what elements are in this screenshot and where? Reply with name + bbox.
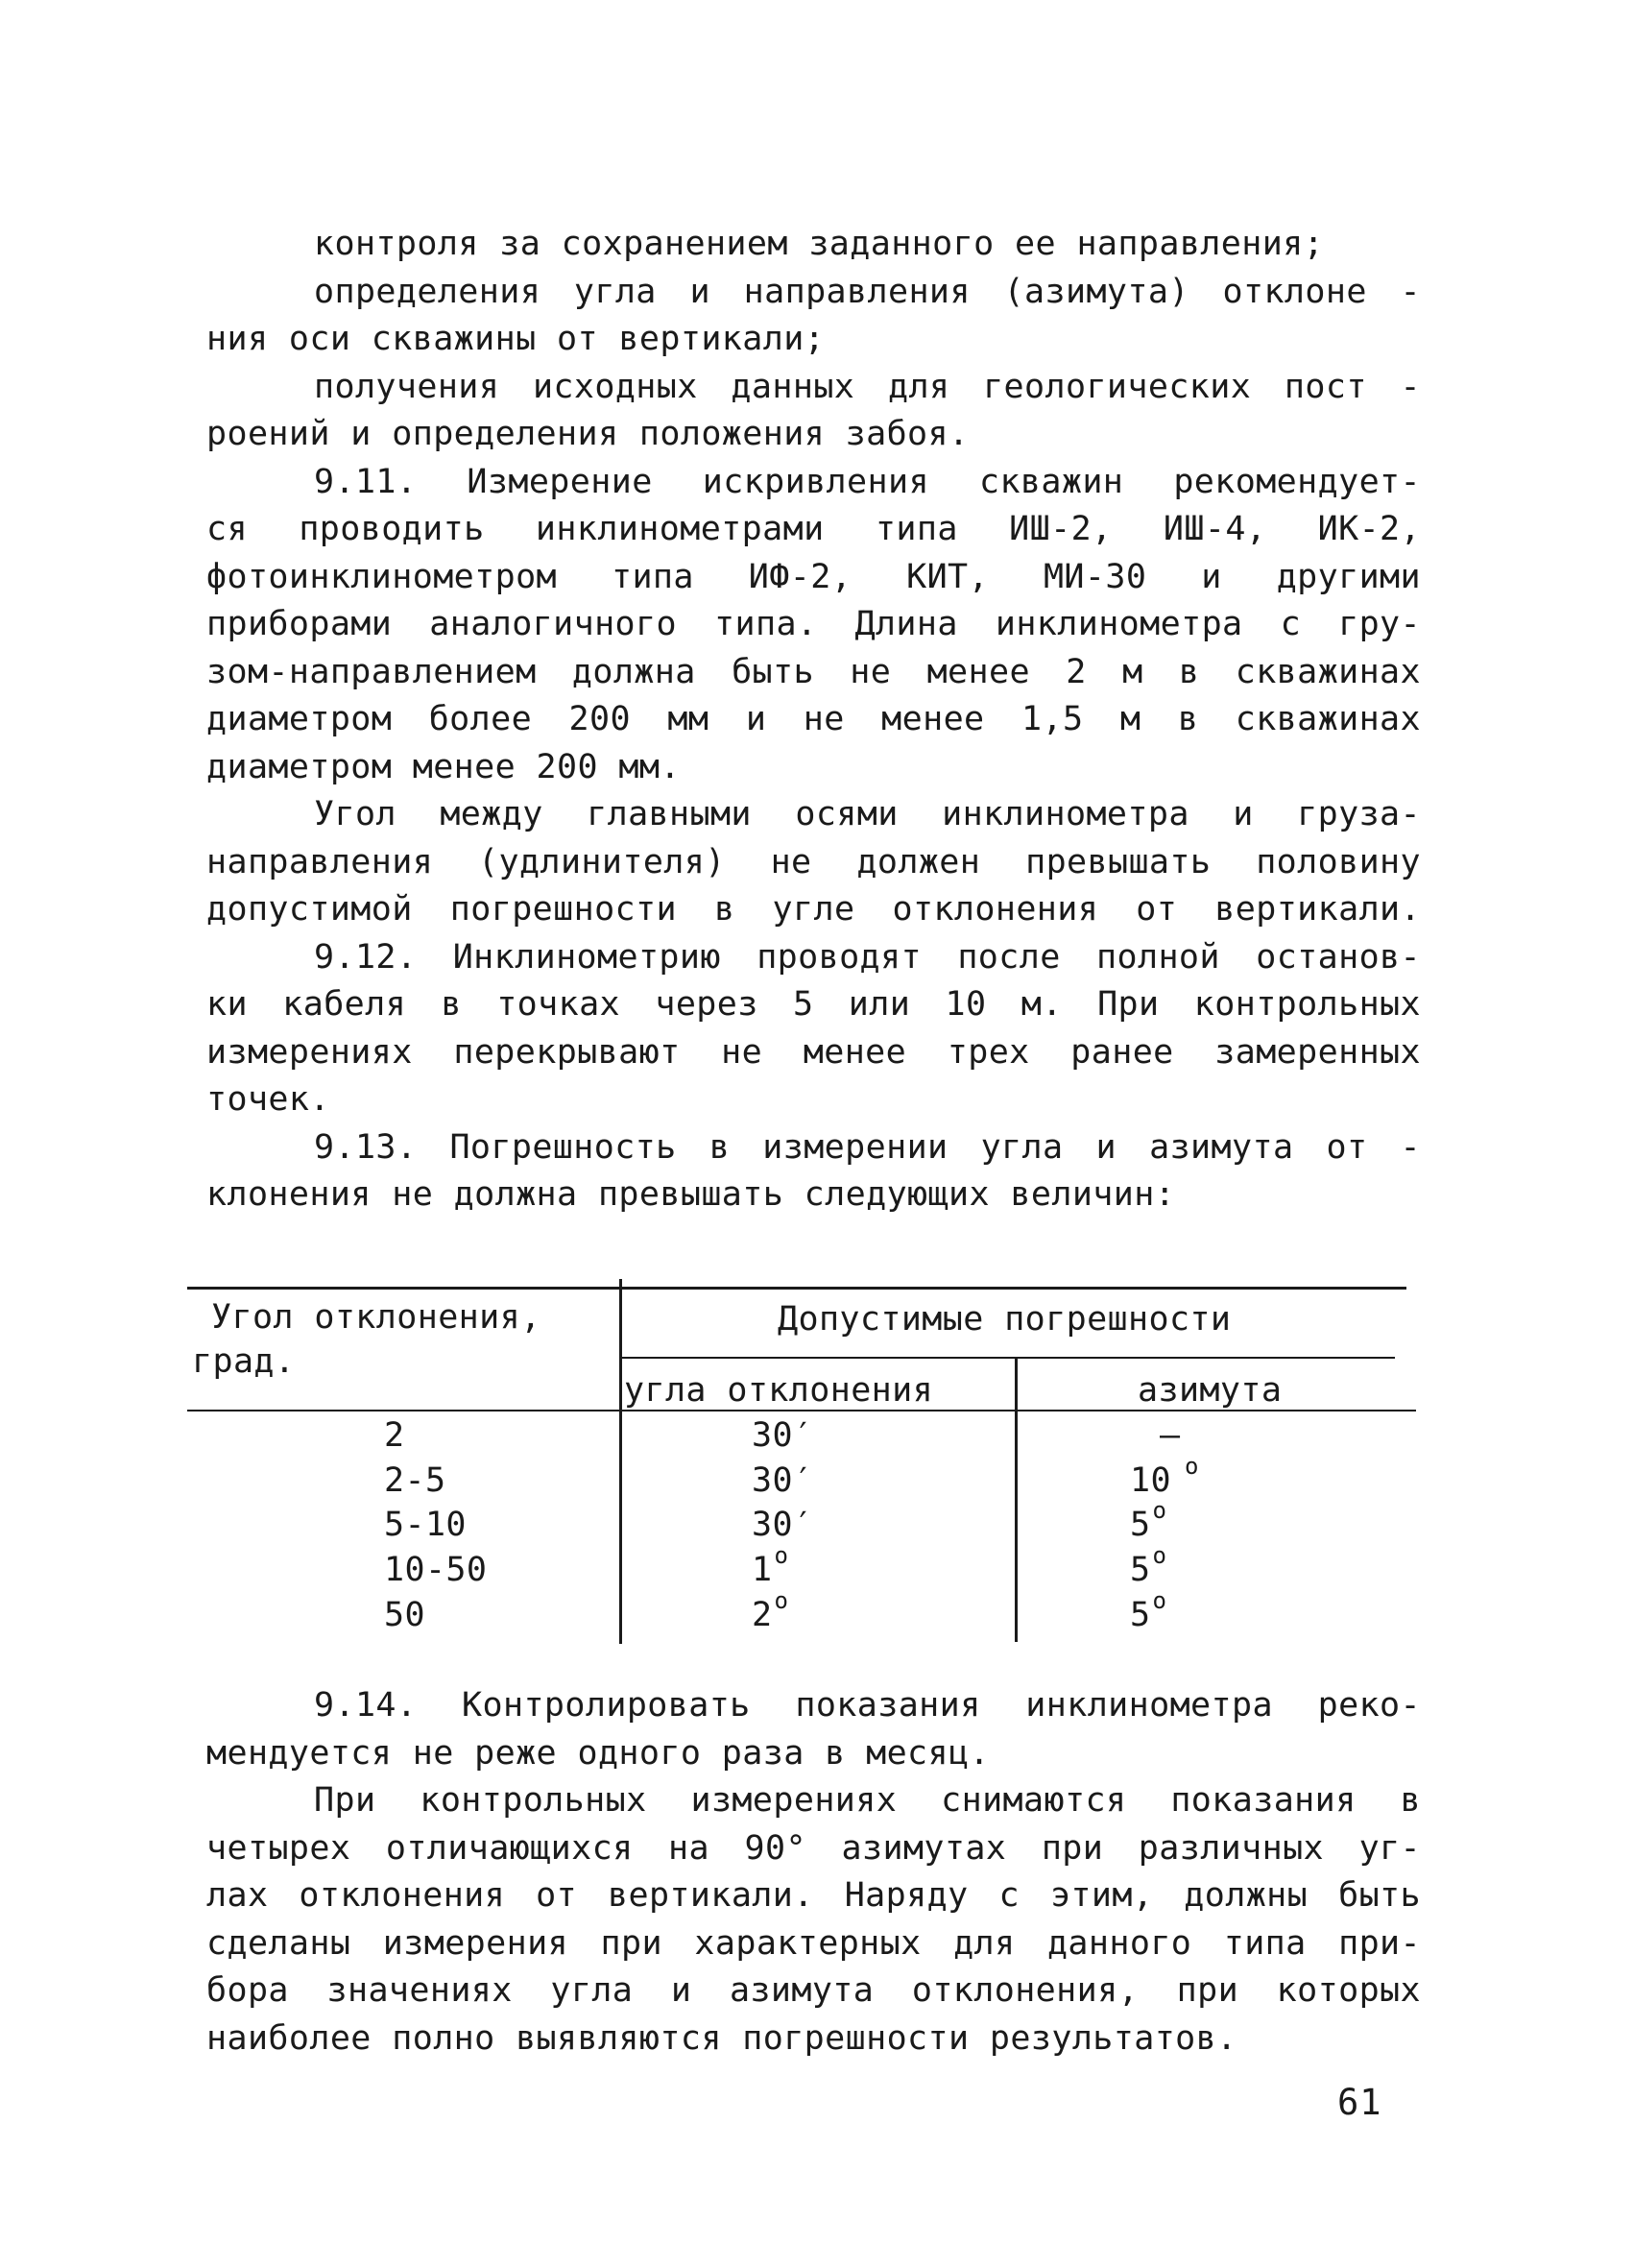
text-line: диаметром более 200 мм и не менее 1,5 м в скважинах <box>206 700 1421 738</box>
text-line: роений и определения положения забоя. <box>206 415 970 453</box>
text-line: контроля за сохранением заданного ее направления; <box>314 225 1325 263</box>
text-line: ся проводить инклинометрами типа ИШ-2, ИШ-4, ИК-2, <box>206 510 1421 548</box>
text-line: определения угла и направления (азимута) отклоне - <box>314 272 1421 311</box>
table-group-rule <box>622 1357 1395 1359</box>
text-line: приборами аналогичного типа. Длина инклинометра с гру- <box>206 605 1421 643</box>
page-number: 61 <box>1337 2082 1382 2123</box>
text-line: диаметром менее 200 мм. <box>206 747 681 786</box>
tolerance-table <box>187 1287 1426 1661</box>
cell-angle: 2-5 <box>384 1461 446 1500</box>
table-top-rule <box>187 1287 1406 1290</box>
text-line: клонения не должна превышать следующих величин: <box>206 1175 1176 1214</box>
header-group: Допустимые погрешности <box>778 1300 1232 1339</box>
header-azimuth-error: азимута <box>1138 1371 1283 1410</box>
table-divider <box>619 1279 622 1644</box>
header-angle: Угол отклонения, <box>211 1298 541 1337</box>
text-line: допустимой погрешности в угле отклонения от вертикали. <box>206 890 1421 929</box>
table-header-rule <box>187 1410 1416 1411</box>
text-line: лах отклонения от вертикали. Наряду с этим, должны быть <box>206 1876 1421 1915</box>
cell-angle: 5-10 <box>384 1506 467 1544</box>
cell-angle-error: $2^о$ <box>752 1587 789 1634</box>
text-line: сделаны измерения при характерных для данного типа при- <box>206 1923 1421 1963</box>
header-angle-error: угла отклонения <box>624 1371 934 1410</box>
text-line: четырех отличающихся на 90° азимутах при различных уг- <box>206 1828 1421 1868</box>
cell-angle: 10-50 <box>384 1551 488 1589</box>
table-divider <box>1015 1359 1018 1642</box>
header-angle-unit: град. <box>192 1342 296 1381</box>
text-line: 9.14. Контролировать показания инклинометра реко- <box>314 1686 1421 1725</box>
cell-azimuth-error: $5^о$ <box>1130 1542 1167 1589</box>
text-line: наиболее полно выявляются погрешности результатов. <box>206 2018 1237 2058</box>
cell-angle-error: 30′ <box>752 1461 814 1500</box>
cell-azimuth-error: 10 $^о$ <box>1130 1453 1199 1500</box>
text-line: Угол между главными осями инклинометра и груза- <box>314 795 1421 833</box>
cell-azimuth-error: $5^о$ <box>1130 1587 1167 1634</box>
text-line: фотоинклинометром типа ИФ-2, КИТ, МИ-30 и другими <box>206 557 1421 596</box>
text-block-bottom <box>206 1682 1421 2063</box>
text-line: измерениях перекрывают не менее трех ранее замеренных <box>206 1032 1421 1072</box>
text-line: точек. <box>206 1080 330 1119</box>
cell-angle-error: 30′ <box>752 1506 814 1544</box>
cell-angle: 50 <box>384 1596 425 1634</box>
text-line: бора значениях угла и азимута отклонения, при которых <box>206 1971 1421 2010</box>
text-block-top <box>206 221 1421 1219</box>
text-line: получения исходных данных для геологических пост - <box>314 367 1421 406</box>
cell-azimuth-error: – <box>1160 1416 1181 1455</box>
text-line: ки кабеля в точках через 5 или 10 м. При контрольных <box>206 985 1421 1024</box>
cell-angle: 2 <box>384 1416 405 1455</box>
text-line: зом-направлением должна быть не менее 2 м в скважинах <box>206 652 1421 691</box>
text-line: При контрольных измерениях снимаются показания в <box>314 1781 1421 1820</box>
text-line: 9.11. Измерение искривления скважин рекомендует- <box>314 462 1421 501</box>
cell-azimuth-error: $5^о$ <box>1130 1497 1167 1544</box>
text-line: мендуется не реже одного раза в месяц. <box>206 1733 990 1773</box>
text-line: ния оси скважины от вертикали; <box>206 320 826 358</box>
cell-angle-error: $1^о$ <box>752 1542 789 1589</box>
text-line: 9.12. Инклинометрию проводят после полной останов- <box>314 937 1421 977</box>
text-line: 9.13. Погрешность в измерении угла и азимута от - <box>314 1127 1421 1167</box>
cell-angle-error: 30′ <box>752 1416 814 1455</box>
text-line: направления (удлинителя) не должен превышать половину <box>206 842 1421 881</box>
